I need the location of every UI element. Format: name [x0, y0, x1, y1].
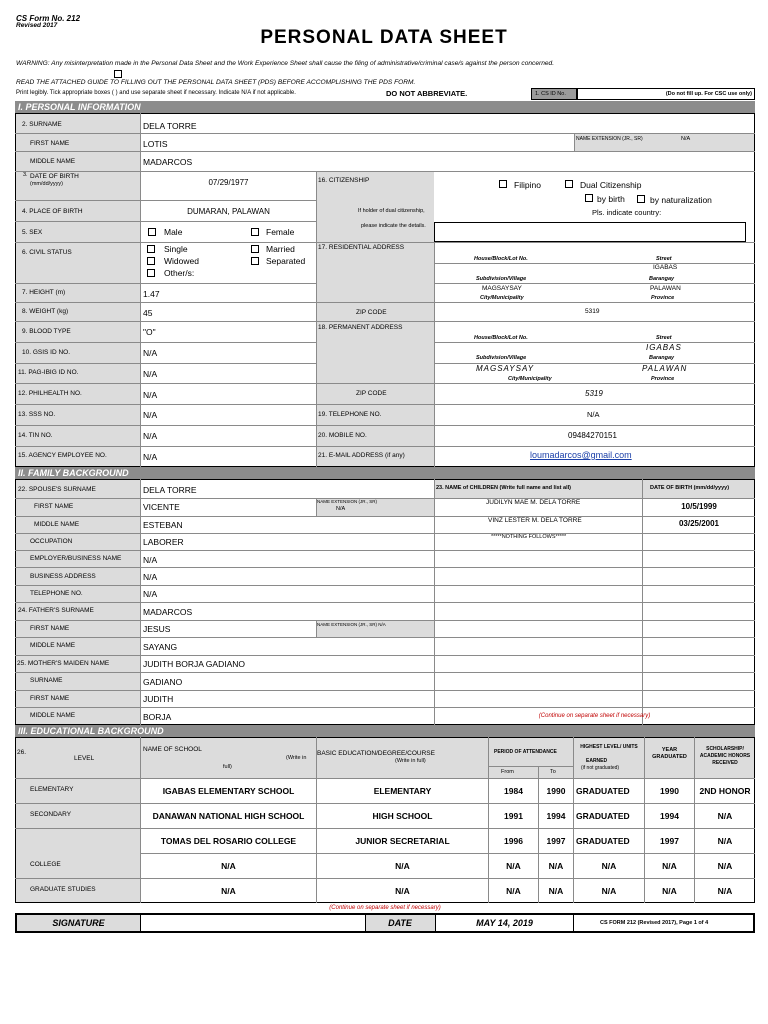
name-extension-label: NAME EXTENSION (JR., SR): [576, 136, 643, 142]
mother-maiden-name-label: 25. MOTHER'S MAIDEN NAME: [17, 660, 110, 667]
date-value[interactable]: MAY 14, 2019: [476, 918, 533, 928]
mother-first-name-label: FIRST NAME: [30, 695, 70, 702]
agency-employee-value[interactable]: N/A: [143, 452, 158, 462]
father-first-name-label: FIRST NAME: [30, 625, 70, 632]
blood-type-value[interactable]: "O": [143, 327, 156, 337]
warning-text: WARNING: Any misinterpretation made in the Personal Data Sheet and the Work Experience Sheet shall cause the filing of administrative/criminal case/s against the person concerned.: [16, 60, 555, 67]
dual-citizenship-checkbox[interactable]: [565, 180, 573, 188]
widowed-checkbox[interactable]: [147, 257, 155, 265]
country-field[interactable]: [434, 222, 746, 242]
married-checkbox[interactable]: [251, 245, 259, 253]
telephone-value[interactable]: N/A: [587, 410, 600, 419]
email-label: 21. E-MAIL ADDRESS (if any): [318, 452, 405, 459]
male-checkbox[interactable]: [148, 228, 156, 236]
mother-surname-value[interactable]: GADIANO: [143, 677, 183, 687]
level-header: LEVEL: [74, 755, 95, 762]
others-checkbox[interactable]: [147, 269, 155, 277]
section-family-background: II. FAMILY BACKGROUND: [15, 467, 755, 479]
married-label: Married: [266, 244, 295, 254]
residential-address-label: 17. RESIDENTIAL ADDRESS: [318, 244, 405, 251]
child-1-dob[interactable]: 10/5/1999: [681, 502, 717, 511]
child-2-name[interactable]: VINZ LESTER M. DELA TORRE: [488, 517, 582, 524]
by-birth-checkbox[interactable]: [585, 194, 593, 202]
spouse-name-ext-value[interactable]: N/A: [336, 506, 346, 512]
widowed-label: Widowed: [164, 256, 199, 266]
page-title: PERSONAL DATA SHEET: [260, 27, 508, 48]
year-graduated-header: YEAR GRADUATED: [652, 747, 687, 760]
form-revision: Revised 2017: [16, 22, 58, 29]
dual-note-1: If holder of dual citizenship,: [358, 208, 425, 214]
dob-value[interactable]: 07/29/1977: [208, 178, 249, 187]
mobile-label: 20. MOBILE NO.: [318, 432, 367, 439]
dob-format: (mm/dd/yyyy): [30, 181, 63, 187]
by-naturalization-checkbox[interactable]: [637, 195, 645, 203]
pagibig-label: 11. PAG-IBIG ID NO.: [18, 369, 79, 376]
pagibig-value[interactable]: N/A: [143, 369, 158, 379]
single-checkbox[interactable]: [147, 245, 155, 253]
scholarship-header: SCHOLARSHIP/ ACADEMIC HONORS RECEIVED: [699, 746, 751, 766]
residential-zip-label: ZIP CODE: [356, 309, 387, 316]
occupation-value[interactable]: LABORER: [143, 537, 184, 547]
philhealth-label: 12. PHILHEALTH NO.: [18, 390, 82, 397]
mother-middle-name-label: MIDDLE NAME: [30, 712, 76, 719]
cs-id-label-cell: 1. CS ID No.: [531, 88, 577, 100]
citizenship-label: 16. CITIZENSHIP: [318, 177, 370, 184]
business-address-value[interactable]: N/A: [143, 572, 158, 582]
filipino-checkbox[interactable]: [499, 180, 507, 188]
section-educational-background: III. EDUCATIONAL BACKGROUND: [15, 725, 755, 737]
father-name-ext: NAME EXTENSION (JR., SR) N/A: [317, 622, 386, 627]
mother-surname-label: SURNAME: [30, 677, 63, 684]
height-value[interactable]: 1.47: [143, 289, 160, 299]
weight-value[interactable]: 45: [143, 308, 153, 318]
indicate-country-label: Pls. indicate country:: [592, 208, 662, 217]
permanent-city[interactable]: MAGSAYSAY: [476, 364, 535, 373]
first-name-label: FIRST NAME: [30, 140, 70, 147]
female-label: Female: [266, 227, 295, 237]
employer-label: EMPLOYER/BUSINESS NAME: [30, 555, 122, 562]
permanent-address-label: 18. PERMANENT ADDRESS: [318, 324, 403, 331]
father-middle-name-label: MIDDLE NAME: [30, 642, 76, 649]
spouse-first-name-value[interactable]: VICENTE: [143, 502, 180, 512]
place-of-birth-value[interactable]: DUMARAN, PALAWAN: [187, 207, 270, 216]
mother-first-name-value[interactable]: JUDITH: [143, 694, 174, 704]
blood-type-label: 9. BLOOD TYPE: [22, 328, 71, 335]
father-surname-value[interactable]: MADARCOS: [143, 607, 193, 617]
dob-label: DATE OF BIRTH: [30, 173, 79, 180]
weight-label: 8. WEIGHT (kg): [22, 308, 69, 315]
residential-city[interactable]: MAGSAYSAY: [482, 285, 522, 292]
signature-field[interactable]: [141, 914, 365, 932]
section-personal-information: I. PERSONAL INFORMATION: [15, 101, 755, 113]
residential-zip[interactable]: 5319: [585, 308, 600, 315]
father-middle-name-value[interactable]: SAYANG: [143, 642, 178, 652]
permanent-zip-label: ZIP CODE: [356, 390, 387, 397]
email-value[interactable]: loumadarcos@gmail.com: [530, 450, 632, 460]
from-header: From: [501, 769, 514, 775]
middle-name-value[interactable]: MADARCOS: [143, 157, 193, 167]
signature-label: SIGNATURE: [52, 918, 105, 928]
highest-level-header: HIGHEST LEVEL/ UNITS: [580, 744, 638, 750]
place-of-birth-label: 4. PLACE OF BIRTH: [22, 208, 83, 215]
by-naturalization-label: by naturalization: [650, 195, 712, 205]
spouse-surname-label: 22. SPOUSE'S SURNAME: [18, 486, 96, 493]
date-label: DATE: [388, 918, 412, 928]
form-reference: CS FORM 212 (Revised 2017), Page 1 of 4: [600, 920, 709, 926]
middle-name-label: MIDDLE NAME: [30, 158, 76, 165]
children-label: 23. NAME of CHILDREN (Write full name and list all): [436, 485, 571, 491]
telephone-label: 19. TELEPHONE NO.: [318, 411, 382, 418]
course-header: BASIC EDUCATION/DEGREE/COURSE: [317, 750, 435, 757]
spouse-surname-value[interactable]: DELA TORRE: [143, 485, 197, 495]
mobile-value[interactable]: 09484270151: [568, 431, 617, 440]
agency-employee-label: 15. AGENCY EMPLOYEE NO.: [18, 452, 107, 459]
height-label: 7. HEIGHT (m): [22, 289, 66, 296]
male-label: Male: [164, 227, 183, 237]
surname-value[interactable]: DELA TORRE: [143, 121, 197, 131]
spouse-first-name-label: FIRST NAME: [34, 503, 74, 510]
others-label: Other/s:: [164, 268, 195, 278]
first-name-value[interactable]: LOTIS: [143, 139, 168, 149]
business-address-label: BUSINESS ADDRESS: [30, 573, 96, 580]
education-continue-note: (Continue on separate sheet if necessary): [329, 905, 441, 911]
sss-label: 13. SSS NO.: [18, 411, 56, 418]
to-header: To: [550, 769, 556, 775]
nothing-follows: *****NOTHING FOLLOWS*****: [491, 534, 567, 540]
permanent-zip[interactable]: 5319: [585, 389, 603, 398]
education-item-number: 26.: [17, 749, 27, 756]
spouse-telephone-value[interactable]: N/A: [143, 589, 158, 599]
civil-status-label: 6. CIVIL STATUS: [22, 249, 72, 256]
permanent-province[interactable]: PALAWAN: [642, 364, 688, 373]
child-dob-label: DATE OF BIRTH (mm/dd/yyyy): [650, 485, 730, 491]
mother-maiden-name-value[interactable]: JUDITH BORJA GADIANO: [143, 659, 246, 669]
female-checkbox[interactable]: [251, 228, 259, 236]
father-surname-label: 24. FATHER'S SURNAME: [18, 607, 94, 614]
separated-label: Separated: [266, 256, 306, 266]
permanent-street[interactable]: IGABAS: [646, 343, 682, 352]
gsis-label: 10. GSIS ID NO.: [22, 349, 71, 356]
period-header: PERIOD OF ATTENDANCE: [494, 749, 557, 755]
tin-value[interactable]: N/A: [143, 431, 158, 441]
spouse-telephone-label: TELEPHONE NO.: [30, 590, 83, 597]
philhealth-value[interactable]: N/A: [143, 390, 158, 400]
child-2-dob[interactable]: 03/25/2001: [678, 519, 720, 528]
occupation-label: OCCUPATION: [30, 538, 73, 545]
dual-note-2: please indicate the details.: [361, 223, 426, 229]
spouse-middle-name-label: MIDDLE NAME: [34, 521, 80, 528]
spouse-name-ext-label: NAME EXTENSION (JR., SR): [317, 499, 378, 504]
residential-street[interactable]: IGABAS: [653, 264, 678, 271]
do-not-abbreviate: DO NOT ABBREVIATE.: [386, 89, 468, 98]
print-legibly-text: Print legibly. Tick appropriate boxes ( ) and use separate sheet if necessary. Indicate N/A if not applicable.: [16, 90, 296, 96]
child-1-name[interactable]: JUDILYN MAE M. DELA TORRE: [486, 499, 581, 506]
read-guide-text: READ THE ATTACHED GUIDE TO FILLING OUT THE PERSONAL DATA SHEET (PDS) BEFORE ACCOMPLISHING THE PDS FORM.: [16, 79, 416, 86]
tick-box-sample: [114, 70, 122, 78]
tin-label: 14. TIN NO.: [18, 432, 53, 439]
employer-value[interactable]: N/A: [143, 555, 158, 565]
school-header: NAME OF SCHOOL: [143, 746, 202, 753]
spouse-middle-name-value[interactable]: ESTEBAN: [143, 520, 183, 530]
filipino-label: Filipino: [514, 180, 541, 190]
surname-label: 2. SURNAME: [22, 121, 62, 128]
mother-middle-name-value[interactable]: BORJA: [143, 712, 172, 722]
father-first-name-value[interactable]: JESUS: [143, 624, 171, 634]
by-birth-label: by birth: [597, 194, 625, 204]
name-extension-value[interactable]: N/A: [681, 136, 691, 142]
single-label: Single: [164, 244, 188, 254]
dual-citizenship-label: Dual Citizenship: [580, 180, 642, 190]
gsis-value[interactable]: N/A: [143, 348, 158, 358]
form-number: CS Form No. 212: [16, 14, 81, 23]
sex-label: 5. SEX: [22, 229, 43, 236]
cs-id-field[interactable]: (Do not fill up. For CSC use only): [577, 88, 755, 100]
residential-province[interactable]: PALAWAN: [650, 285, 681, 292]
sss-value[interactable]: N/A: [143, 410, 158, 420]
family-continue-note: (Continue on separate sheet if necessary): [538, 713, 651, 719]
separated-checkbox[interactable]: [251, 257, 259, 265]
